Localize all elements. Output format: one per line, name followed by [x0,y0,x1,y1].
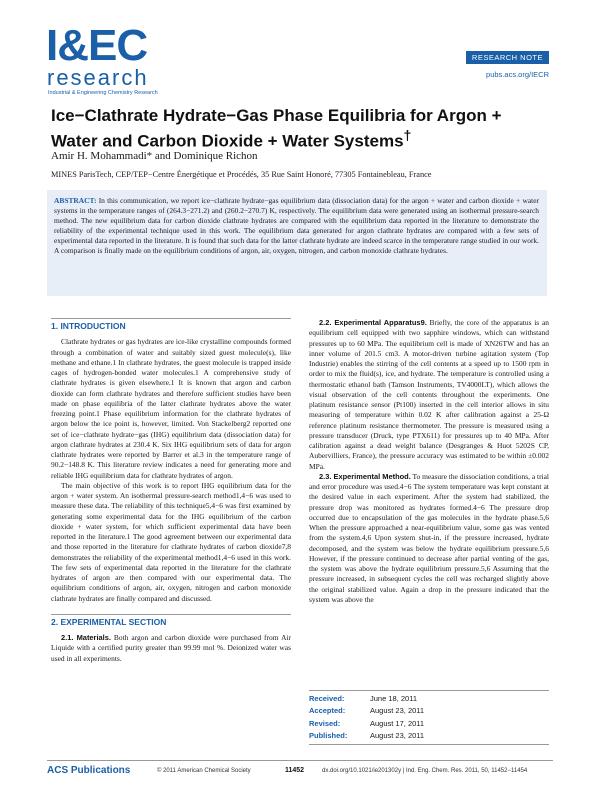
article-dates [309,690,549,745]
page-number: 11452 [285,767,305,774]
journal-logo: I&EC [46,21,148,70]
right-column [309,318,549,605]
authors: Amir H. Mohammadi* and Dominique Richon [51,150,258,162]
article-type-badge: RESEARCH NOTE [466,51,549,64]
journal-full-name: Industrial & Engineering Chemistry Research [48,90,158,96]
article-title: Ice−Clathrate Hydrate−Gas Phase Equilibria for Argon + Water and Carbon Dioxide + Water Systems† [51,106,502,151]
date-row-received: Received: June 18, 2011 [309,694,417,703]
abstract-text: In this communication, we report ice−clathrate hydrate−gas equilibrium data (dissociation data) for the argon + water and carbon dioxide + water systems in the temperature ranges of (264.3−271.2) and (260.2−270.7) K, respectively. The equilibrium data were generated using an isothermal pressure-search method. The new equilibrium data for carbon dioxide clathrate hydrates are compared with the equilibrium data reported in the literature to demonstrate the reliability of the experimental technique used in this work. The equilibrium data generated for argon clathrate hydrates are compared with a few sets of experimental data reported in the literature. It is found that such data for the latter clathrate hydrate are indeed scarce in the temperature range studied in our work. A comparison is finally made on the equilibrium conditions of argon, air, oxygen, nitrogen, and carbon monoxide clathrate hydrates. [54,196,540,256]
abstract-label: ABSTRACT: [54,196,97,205]
introduction-heading: 1. INTRODUCTION [51,321,126,331]
doi-citation[interactable]: dx.doi.org/10.1021/ie201302y | Ind. Eng. Chem. Res. 2011, 50, 11452−11454 [322,768,528,774]
intro-paragraph-2: The main objective of this work is to report IHG equilibrium data for the argon + water system. An isothermal pressure-search method1,4−6 was used to measure these data. The reliability of this technique5,4−6 was first examined by generating some experimental data for the IHG equilibrium of the carbon dioxide + water system, for which sufficient experimental data have been reported in the literature.1 The good agreement between our experimental data and those reported in the literature for clathrate hydrates of carbon dioxide7,8 demonstrates the reliability of the experimental method1,4−6 used in this work. The few sets of experimental data reported in the literature for the clathrate hydrates of argon are then compared with our experimental data. The equilibrium conditions of argon, air, oxygen, nitrogen and carbon monoxide clathrate hydrates are finally compared and discussed. [51,480,291,603]
affiliation: MINES ParisTech, CEP/TEP−Centre Énergétique et Procédés, 35 Rue Saint Honoré, 77305 Fontainebleau, France [51,170,432,179]
experimental-heading: 2. EXPERIMENTAL SECTION [51,616,167,627]
date-row-published: Published: August 23, 2011 [309,730,425,740]
copyright: © 2011 American Chemical Society [157,768,251,774]
left-column [51,318,291,664]
journal-url[interactable]: pubs.acs.org/IECR [486,70,549,79]
method-paragraph: 2.3. Experimental Method. To measure the dissociation conditions, a trial and error procedure was used.4−6 The system temperature was kept constant at the desired value in each experiment. After the system had stabilized, the pressure drop was monitored as hydrates formed.4−6 The pressure drop occurred due to encapsulation of the gas molecules in the hydrate phase.5,6 When the pressure approached a near-equilibrium value, some gas was vented from the system.4,6 Upon system shut-in, if the pressure increased, hydrate decomposed, and the system was below the hydrate equilibrium pressure.5,6 However, if the pressure continued to decrease after partial venting of the gas, the system was above the hydrate equilibrium pressure.5,6 Assuming that the pressure increased, in subsequent cycles the cell was recharged slightly above the original stabilized value. Again a drop in the pressure indicated that the system was above the [309,471,549,604]
date-row-revised: Revised: August 17, 2011 [309,718,425,728]
acs-publications-logo: ACS Publications [47,765,131,776]
journal-logo-word: research [47,65,149,90]
date-row-accepted: Accepted: August 23, 2011 [309,706,425,716]
page-footer [47,760,553,781]
materials-paragraph: 2.1. Materials. Both argon and carbon dioxide were purchased from Air Liquide with a certified purity greater than 99.99 mol %. Deionized water was used in all experiments. [51,633,291,663]
intro-paragraph-1: Clathrate hydrates or gas hydrates are ice-like crystalline compounds formed through a combination of water and suitably sized guest molecule(s), like methane and ethane.1 In clathrate hydrates, the guest molecule is trapped inside cages of hydrogen-bonded water molecules.1 A comprehensive study of clathrate hydrates is given elsewhere.1 It is known that argon and carbon dioxide can form clathrate hydrates and therefore sufficient studies have been made on phase equilibria of the latter clathrate hydrates above the water freezing point.1 Phase equilibrium information for the clathrate hydrates of argon below the ice point is, however, limited. Von Stackelberg2 reported one set of ice−clathrate hydrate−gas (IHG) equilibrium data (dissociation data) for argon clathrate hydrates at 230.4 K. Six IHG equilibrium sets of data for argon clathrate hydrates were reported by Barrer et al.3 in the temperature range of 90.2−148.8 K. This literature review indicates a need for generating more and reliable IHG equilibrium data for clathrate hydrates of argon. [51,337,291,480]
abstract-box [47,190,547,296]
apparatus-paragraph: 2.2. Experimental Apparatus9. Briefly, the core of the apparatus is an equilibrium cell equipped with two sapphire windows, which can withstand pressures up to 60 MPa. The equilibrium cell is made of XN26TW and has an inner volume of 201.5 cm3. A motor-driven turbine agitation system (Top Industrie) enables the stirring of the cell contents at a speed up to 1500 rpm in order to mix the fluid(s), ice, and hydrate. The temperature is controlled using a thermostatic ethanol bath (Tamson Instruments, TV4000LT), which allows the visual observation of the cell contents throughout the experiments. One platinum resistance sensor (Pt100) inserted in the cell interior allows in situ measuring of temperature within 0.02 K after calibration against a 25-Ω reference platinum resistance thermometer. The pressure is measured using a pressure transducer (Druck, type PTX611) for pressures up to 40 MPa. After calibration against a dead weight balance (Desgranges & Huot 5202S CP, Aubervilliers, France), the pressure accuracy was estimated to be within ±0.002 MPa. [309,318,549,471]
